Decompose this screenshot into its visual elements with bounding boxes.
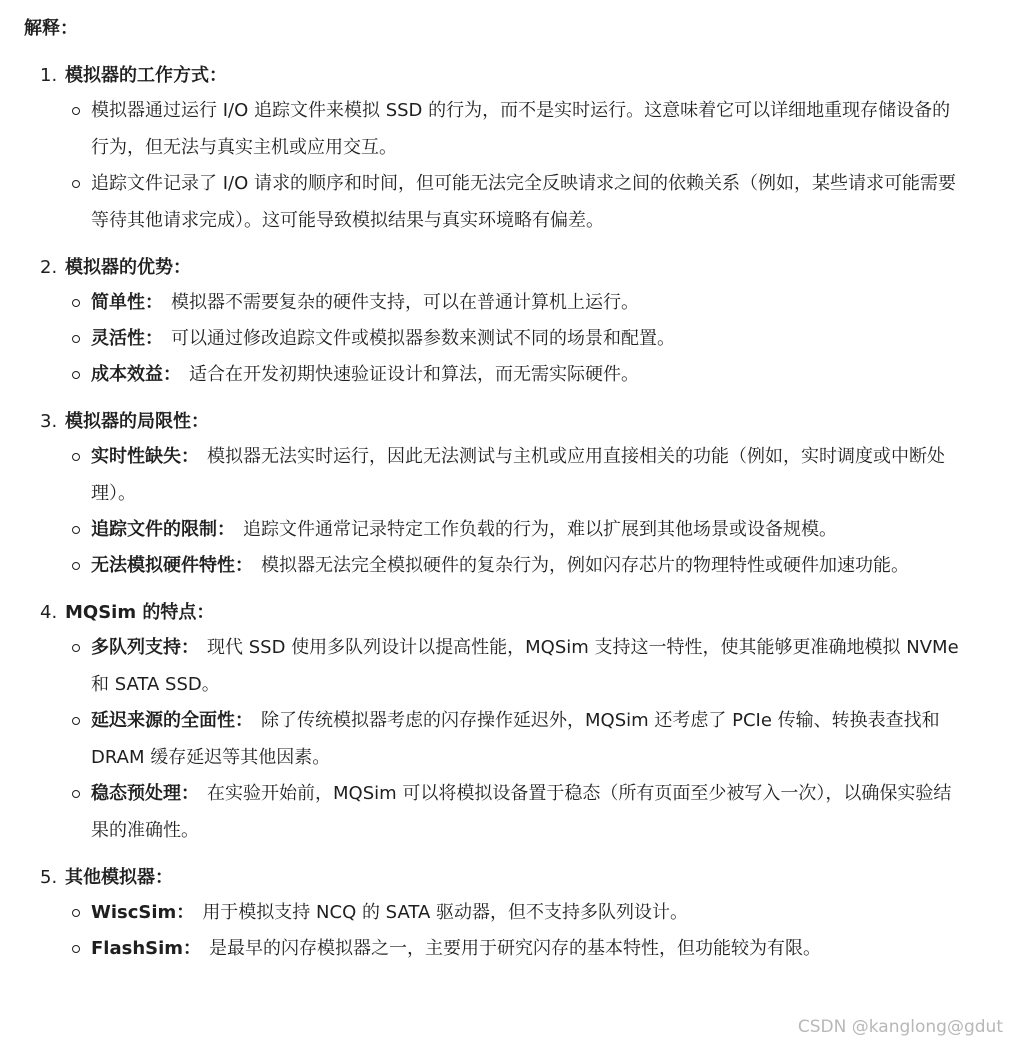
point-text: 追踪文件通常记录特定工作负载的行为，难以扩展到其他场景或设备规模。 bbox=[243, 519, 837, 540]
list-item bbox=[24, 92, 985, 166]
point-text: 适合在开发初期快速验证设计和算法，而无需实际硬件。 bbox=[189, 364, 639, 385]
term-label: 延迟来源的全面性： bbox=[91, 710, 253, 731]
section-title-text: MQSim 的特点： bbox=[65, 602, 215, 623]
list-item bbox=[24, 438, 985, 512]
list-item bbox=[24, 284, 985, 321]
term-label: 实时性缺失： bbox=[91, 446, 199, 467]
bullet-list bbox=[24, 284, 985, 393]
watermark: CSDN @kanglong@gdut bbox=[797, 1017, 1003, 1037]
section-number: 5. bbox=[40, 867, 58, 888]
section-title bbox=[24, 62, 985, 90]
term-label: 灵活性： bbox=[91, 328, 163, 349]
point-text: 追踪文件记录了 I/O 请求的顺序和时间，但可能无法完全反映请求之间的依赖关系（例如，某些请求可能需要等待其他请求完成）。这可能导致模拟结果与真实环境略有偏差。 bbox=[91, 173, 956, 231]
bullet-list bbox=[24, 92, 985, 239]
heading: 解释： bbox=[24, 18, 78, 39]
point-text: 在实验开始前，MQSim 可以将模拟设备置于稳态（所有页面至少被写入一次），以确保实验结果的准确性。 bbox=[91, 783, 952, 841]
term-label: FlashSim： bbox=[91, 938, 202, 959]
list-item bbox=[24, 356, 985, 393]
section-title-text: 模拟器的局限性： bbox=[65, 411, 209, 432]
point-text: 模拟器不需要复杂的硬件支持，可以在普通计算机上运行。 bbox=[171, 292, 639, 313]
term-label: 多队列支持： bbox=[91, 637, 199, 658]
section-title-text: 其他模拟器： bbox=[65, 867, 173, 888]
hollow-circle-bullet-icon bbox=[72, 909, 80, 917]
point-text: 模拟器无法完全模拟硬件的复杂行为，例如闪存芯片的物理特性或硬件加速功能。 bbox=[261, 555, 909, 576]
term-label: 简单性： bbox=[91, 292, 163, 313]
section-number: 2. bbox=[40, 257, 58, 278]
term-label: 稳态预处理： bbox=[91, 783, 199, 804]
hollow-circle-bullet-icon bbox=[72, 335, 80, 343]
hollow-circle-bullet-icon bbox=[72, 717, 80, 725]
section-title bbox=[24, 864, 985, 892]
list-item bbox=[24, 930, 985, 967]
point-text: 用于模拟支持 NCQ 的 SATA 驱动器，但不支持多队列设计。 bbox=[202, 902, 688, 923]
section-title bbox=[24, 254, 985, 282]
bullet-list bbox=[24, 894, 985, 967]
point-text: 可以通过修改追踪文件或模拟器参数来测试不同的场景和配置。 bbox=[171, 328, 675, 349]
hollow-circle-bullet-icon bbox=[72, 371, 80, 379]
list-item bbox=[24, 702, 985, 776]
section-item bbox=[24, 864, 985, 967]
section-number: 1. bbox=[40, 65, 58, 86]
point-text: 模拟器无法实时运行，因此无法测试与主机或应用直接相关的功能（例如，实时调度或中断处理）。 bbox=[91, 446, 945, 504]
point-text: 是最早的闪存模拟器之一，主要用于研究闪存的基本特性，但功能较为有限。 bbox=[209, 938, 822, 959]
hollow-circle-bullet-icon bbox=[72, 453, 80, 461]
point-text: 除了传统模拟器考虑的闪存操作延迟外，MQSim 还考虑了 PCIe 传输、转换表查找和 DRAM 缓存延迟等其他因素。 bbox=[91, 710, 940, 768]
term-label: WiscSim： bbox=[91, 902, 195, 923]
bullet-list bbox=[24, 438, 985, 584]
list-item bbox=[24, 775, 985, 849]
point-text: 模拟器通过运行 I/O 追踪文件来模拟 SSD 的行为，而不是实时运行。这意味着它可以详细地重现存储设备的行为，但无法与真实主机或应用交互。 bbox=[91, 100, 951, 158]
hollow-circle-bullet-icon bbox=[72, 180, 80, 188]
bullet-list bbox=[24, 629, 985, 849]
hollow-circle-bullet-icon bbox=[72, 790, 80, 798]
list-item bbox=[24, 511, 985, 548]
term-label: 追踪文件的限制： bbox=[91, 519, 235, 540]
list-item bbox=[24, 165, 985, 239]
hollow-circle-bullet-icon bbox=[72, 945, 80, 953]
hollow-circle-bullet-icon bbox=[72, 299, 80, 307]
hollow-circle-bullet-icon bbox=[72, 107, 80, 115]
section-title bbox=[24, 408, 985, 436]
section-number: 3. bbox=[40, 411, 58, 432]
term-label: 无法模拟硬件特性： bbox=[91, 555, 253, 576]
hollow-circle-bullet-icon bbox=[72, 526, 80, 534]
section-number: 4. bbox=[40, 602, 58, 623]
point-text: 现代 SSD 使用多队列设计以提高性能，MQSim 支持这一特性，使其能够更准确地模拟 NVMe 和 SATA SSD。 bbox=[91, 637, 959, 695]
list-item bbox=[24, 894, 985, 931]
list-item bbox=[24, 629, 985, 703]
section-title bbox=[24, 599, 985, 627]
section-item bbox=[24, 599, 985, 849]
hollow-circle-bullet-icon bbox=[72, 644, 80, 652]
section-item bbox=[24, 254, 985, 393]
section-list bbox=[24, 62, 985, 967]
section-item bbox=[24, 62, 985, 239]
hollow-circle-bullet-icon bbox=[72, 562, 80, 570]
section-title-text: 模拟器的工作方式： bbox=[65, 65, 227, 86]
list-item bbox=[24, 320, 985, 357]
list-item bbox=[24, 547, 985, 584]
section-item bbox=[24, 408, 985, 584]
section-title-text: 模拟器的优势： bbox=[65, 257, 191, 278]
term-label: 成本效益： bbox=[91, 364, 181, 385]
